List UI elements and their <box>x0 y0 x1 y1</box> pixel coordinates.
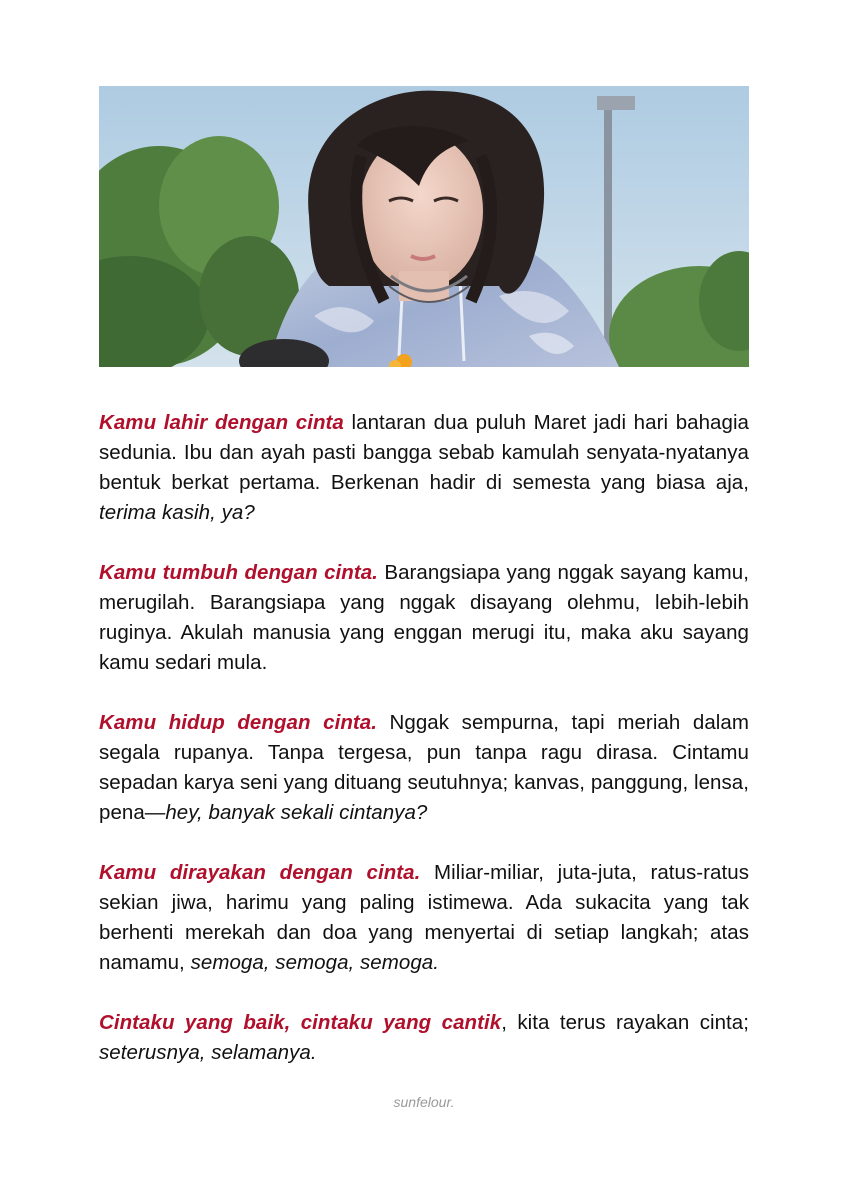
paragraph-5-text: , kita terus rayakan cinta; <box>501 1011 750 1034</box>
paragraph-3-text: Nggak sempurna, tapi meriah dalam segala rupanya. Tanpa tergesa, pun tanpa ragu dirasa. Cintamu sepadan karya seni yang dituang seutuhnya; kanvas, panggung, lensa, pena— <box>99 711 749 824</box>
paragraph-2-text: Barangsiapa yang nggak sayang kamu, merugilah. Barangsiapa yang nggak disayang olehmu, lebih-lebih ruginya. Akulah manusia yang enggan merugi itu, maka aku sayang kamu sedari mula. <box>99 561 749 674</box>
paragraph-4-highlight: Kamu dirayakan dengan cinta. <box>99 861 421 884</box>
paragraph-3 <box>99 708 749 828</box>
paragraph-3-highlight: Kamu hidup dengan cinta. <box>99 711 377 734</box>
header-photo <box>99 86 749 367</box>
paragraph-2 <box>99 558 749 678</box>
photo-illustration <box>99 86 749 367</box>
paragraph-4-italic: semoga, semoga, semoga. <box>190 951 439 974</box>
paragraph-1 <box>99 408 749 528</box>
paragraph-5 <box>99 1008 749 1068</box>
body-text <box>99 408 749 1098</box>
paragraph-4-text: Miliar-miliar, juta-juta, ratus-ratus sekian jiwa, harimu yang paling istimewa. Ada sukacita yang tak berhenti merekah dan doa yang menyertai di setiap langkah; atas namamu, <box>99 861 749 974</box>
paragraph-1-highlight: Kamu lahir dengan cinta <box>99 411 344 434</box>
paragraph-4 <box>99 858 749 978</box>
paragraph-3-italic: hey, banyak sekali cintanya? <box>165 801 428 824</box>
paragraph-1-italic: terima kasih, ya? <box>99 501 255 524</box>
paragraph-1-text: lantaran dua puluh Maret jadi hari bahagia sedunia. Ibu dan ayah pasti bangga sebab kamulah senyata-nyatanya bentuk berkat pertama. Berkenan hadir di semesta yang biasa aja, <box>99 411 750 494</box>
paragraph-2-highlight: Kamu tumbuh dengan cinta. <box>99 561 378 584</box>
author-signature: sunfelour. <box>393 1094 455 1110</box>
paragraph-5-italic: seterusnya, selamanya. <box>99 1041 317 1064</box>
paragraph-5-highlight: Cintaku yang baik, cintaku yang cantik <box>99 1011 502 1034</box>
